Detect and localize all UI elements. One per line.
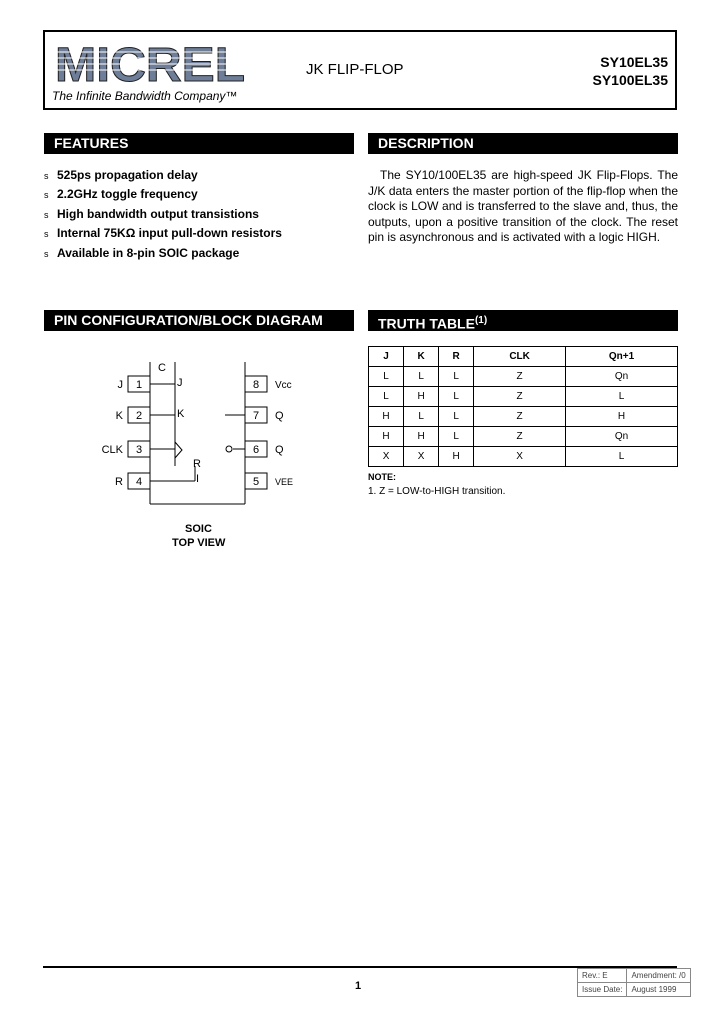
column-header: Qn+1 <box>566 347 678 367</box>
pin-number-7: 7 <box>252 410 260 422</box>
note-text: 1. Z = LOW-to-HIGH transition. <box>368 486 506 497</box>
list-item: s Available in 8-pin SOIC package <box>44 245 354 264</box>
company-tagline: The Infinite Bandwidth Company™ <box>52 89 238 103</box>
issue-date: August 1999 <box>627 983 690 997</box>
pin-number-5: 5 <box>252 476 260 488</box>
inversion-bubble-icon <box>226 446 232 452</box>
amendment: Amendment: /0 <box>627 969 690 983</box>
clock-triangle-icon <box>175 442 182 458</box>
internal-label-i: I <box>196 473 200 485</box>
internal-label-k: K <box>177 408 185 420</box>
pin-number-2: 2 <box>135 410 143 422</box>
note-title: NOTE: <box>368 472 396 482</box>
column-header: K <box>404 347 439 367</box>
internal-label-c: C <box>158 362 166 374</box>
table-row: H H L Z Qn <box>369 427 678 447</box>
pin-diagram <box>95 356 305 516</box>
description-text: The SY10/100EL35 are high-speed JK Flip-Flops. The J/K data enters the master portion of the flip-flop when the clock is LOW and is transferred to the slave and, thus, the outputs, upon a positive transition of the clock. The reset pin is asynchronous and is activated with a logic HIGH. <box>368 168 678 244</box>
pin-name-j: J <box>117 379 123 391</box>
list-item: s High bandwidth output transistions <box>44 206 354 225</box>
pin-name-vee: VEE <box>275 477 294 487</box>
pin-name-q: Q <box>275 410 284 422</box>
part-number-100: SY100EL35 <box>592 72 668 88</box>
heading-note-ref: (1) <box>474 315 488 326</box>
pin-number-1: 1 <box>135 379 143 391</box>
table-row: L H L Z L <box>369 387 678 407</box>
truth-table <box>368 346 678 467</box>
table-row: X X H X L <box>369 447 678 467</box>
features-heading: FEATURES <box>44 133 354 154</box>
bullet-icon: s <box>44 190 49 201</box>
table-row: H L L Z H <box>369 407 678 427</box>
bullet-icon: s <box>44 229 49 240</box>
table-row <box>578 969 691 983</box>
bullet-icon: s <box>44 171 49 181</box>
pin-name-r: R <box>115 476 123 488</box>
list-item: s 2.2GHz toggle frequency <box>44 186 354 205</box>
description-heading: DESCRIPTION <box>368 133 678 154</box>
truth-table-heading: TRUTH TABLE$^{(1)}$ <box>368 310 678 331</box>
micrel-logo <box>52 40 248 88</box>
pin-name-clk: CLK <box>101 444 123 456</box>
pin-name-vcc: Vcc <box>275 380 292 391</box>
pin-number-4: 4 <box>135 476 143 488</box>
table-header-row <box>369 347 678 367</box>
column-header: J <box>369 347 404 367</box>
internal-label-r: R <box>193 458 201 470</box>
internal-label-j: J <box>177 377 183 389</box>
column-header: CLK <box>474 347 566 367</box>
pin-number-3: 3 <box>135 444 143 456</box>
page-number: 1 <box>355 980 362 992</box>
pin-number-8: 8 <box>252 379 260 391</box>
table-row <box>578 983 691 997</box>
rev-label: Rev.: E <box>578 969 627 983</box>
issue-label: Issue Date: <box>578 983 627 997</box>
pin-number-6: 6 <box>252 444 260 456</box>
features-list <box>44 167 354 264</box>
view-label: TOP VIEW <box>172 537 226 549</box>
logo-wordmark: MICREL <box>55 40 245 88</box>
list-item: s 525ps propagation delay <box>44 167 354 186</box>
pin-config-heading: PIN CONFIGURATION/BLOCK DIAGRAM <box>44 310 354 331</box>
pin-name-k: K <box>115 410 123 422</box>
table-row: L L L Z Qn <box>369 367 678 387</box>
revision-table <box>577 968 691 997</box>
document-title: JK FLIP-FLOP <box>306 61 404 78</box>
bullet-icon: s <box>44 248 49 259</box>
pin-name-qbar: Q <box>275 444 284 456</box>
column-header: R <box>439 347 474 367</box>
part-number-10: SY10EL35 <box>600 54 668 70</box>
list-item: s Internal 75KΩ input pull-down resistors <box>44 225 354 244</box>
bullet-icon: s <box>44 209 49 220</box>
package-label: SOIC <box>185 523 212 535</box>
